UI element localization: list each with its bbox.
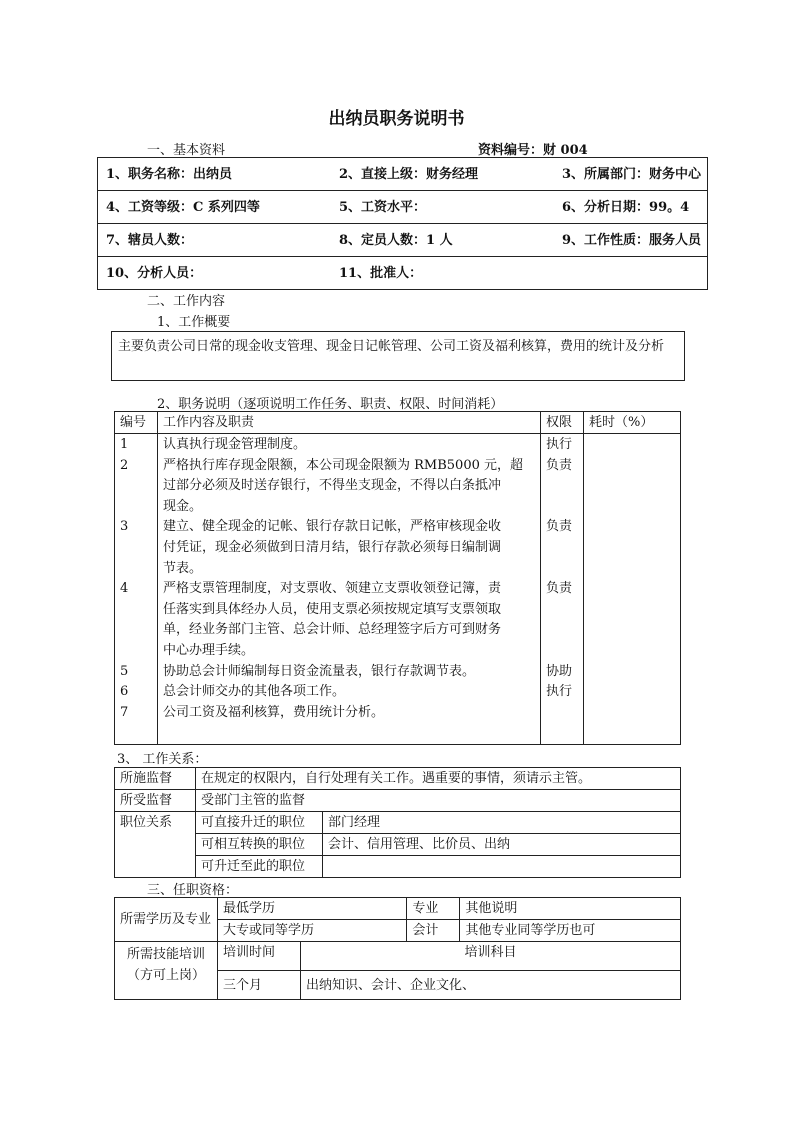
basic-cell: 4、工资等级：C 系列四等 <box>106 199 260 215</box>
basic-cell: 7、辖员人数： <box>106 232 194 248</box>
relations-heading: 3、 工作关系： <box>117 752 208 767</box>
supervise-text: 在规定的权限内，自行处理有关工作。遇重要的事情，须请示主管。 <box>196 768 681 790</box>
duty-num: 1 <box>120 437 129 452</box>
min-edu-value: 大专或同等学历 <box>218 920 407 942</box>
promote-value: 部门经理 <box>323 812 681 834</box>
other-label: 其他说明 <box>460 898 681 920</box>
supervise-label: 所施监督 <box>115 768 196 790</box>
duties-heading: 2、职务说明（逐项说明工作任务、职责、权限、时间消耗） <box>157 397 504 412</box>
rotate-label: 可相互转换的职位 <box>196 834 323 856</box>
duty-line: 公司工资及福利核算，费用统计分析。 <box>163 704 385 720</box>
other-value: 其他专业同等学历也可 <box>460 920 681 942</box>
duty-num: 5 <box>120 663 129 679</box>
duty-line: 严格支票管理制度，对支票收、领建立支票收领登记簿，责 <box>163 581 502 597</box>
table-row <box>98 257 708 290</box>
edu-label: 所需学历及专业 <box>115 898 218 942</box>
duty-line: 严格执行库存现金限额，本公司现金限额为 RMB5000 元，超 <box>163 457 524 473</box>
basic-cell: 2、直接上级：财务经理 <box>339 166 479 182</box>
training-label-line-2: （方可上岗） <box>126 968 205 983</box>
header-content: 工作内容及职责 <box>158 412 541 434</box>
duty-num: 6 <box>120 684 129 700</box>
table-row <box>115 790 681 812</box>
duty-auth <box>546 641 578 662</box>
min-edu-label: 最低学历 <box>218 898 407 920</box>
basic-cell: 5、工资水平： <box>339 199 427 215</box>
table-row <box>115 898 681 920</box>
duty-line: 过部分必须及时送存银行，不得坐支现金，不得以白条抵冲 <box>163 478 502 494</box>
table-row <box>115 768 681 790</box>
training-time-label: 培训时间 <box>218 942 301 971</box>
duty-auth: 负责 <box>546 457 573 473</box>
page-title: 出纳员职务说明书 <box>328 109 465 129</box>
duty-numbers <box>115 434 158 745</box>
duty-auth: 执行 <box>546 437 573 452</box>
basic-cell: 1、职务名称：出纳员 <box>106 166 233 182</box>
position-label: 职位关系 <box>115 812 196 878</box>
training-subject-value: 出纳知识、会计、企业文化、 <box>301 971 681 1000</box>
rotate-value: 会计、信用管理、比价员、出纳 <box>323 834 681 856</box>
from-label: 可升迁至此的职位 <box>196 856 323 878</box>
overview-text: 主要负责公司日常的现金收支管理、现金日记帐管理、公司工资及福利核算，费用的统计及分析 <box>111 331 685 381</box>
basic-cell: 6、分析日期：99。4 <box>562 199 690 215</box>
duty-authorities <box>541 434 584 745</box>
from-value <box>323 856 681 878</box>
supervised-label: 所受监督 <box>115 790 196 812</box>
major-value: 会计 <box>407 920 460 942</box>
duty-auth <box>546 497 578 518</box>
table-row <box>115 812 681 834</box>
table-row <box>115 412 681 434</box>
duty-contents <box>158 434 541 745</box>
basic-cell: 3、所属部门：财务中心 <box>562 166 702 182</box>
duty-num: 7 <box>120 704 129 720</box>
training-subject-label: 培训科目 <box>301 942 681 971</box>
basic-info-table <box>97 157 708 290</box>
overview-heading: 1、工作概要 <box>157 315 231 330</box>
duty-time-cell <box>584 434 681 745</box>
duty-line: 建立、健全现金的记帐、银行存款日记帐，严格审核现金收 <box>163 519 502 535</box>
duty-num: 3 <box>120 519 129 535</box>
duty-num <box>120 476 152 497</box>
duty-auth: 负责 <box>546 519 573 535</box>
duty-num <box>120 600 152 621</box>
training-label <box>115 942 218 1000</box>
relations-table <box>114 767 681 878</box>
basic-cell: 10、分析人员： <box>106 265 203 281</box>
section1-heading: 一、基本资料 <box>147 143 226 158</box>
duty-num: 2 <box>120 457 129 473</box>
duty-num <box>120 620 152 641</box>
basic-cell: 8、定员人数：1 人 <box>339 232 453 248</box>
table-row <box>98 224 708 257</box>
duty-line: 任落实到具体经办人员，使用支票必须按规定填写支票领取 <box>163 601 502 617</box>
duty-line: 中心办理手续。 <box>163 642 255 658</box>
table-row <box>98 158 708 191</box>
table-row <box>98 191 708 224</box>
qualification-heading: 三、任职资格： <box>147 883 239 898</box>
major-label: 专业 <box>407 898 460 920</box>
supervised-text: 受部门主管的监督 <box>196 790 681 812</box>
duty-line: 协助总会计师编制每日资金流量表，银行存款调节表。 <box>163 663 476 679</box>
duty-auth: 负责 <box>546 581 573 597</box>
duty-line: 付凭证，现金必须做到日清月结，银行存款必须每日编制调 <box>163 539 502 555</box>
basic-cell: 11、批准人： <box>339 265 423 281</box>
promote-label: 可直接升迁的职位 <box>196 812 323 834</box>
duty-auth <box>546 620 578 641</box>
table-row <box>115 434 681 745</box>
header-num: 编号 <box>115 412 158 434</box>
basic-cell: 9、工作性质：服务人员 <box>562 232 702 248</box>
header-authority: 权限 <box>541 412 584 434</box>
doc-number: 资料编号：财 004 <box>478 143 588 158</box>
duty-num: 4 <box>120 581 129 597</box>
training-time-value: 三个月 <box>218 971 301 1000</box>
table-row <box>115 834 681 856</box>
duty-auth <box>546 538 578 559</box>
duty-auth <box>546 559 578 580</box>
duty-auth <box>546 476 578 497</box>
duty-line: 认真执行现金管理制度。 <box>163 437 307 452</box>
duty-num <box>120 641 152 662</box>
duty-auth <box>546 600 578 621</box>
basic-cell <box>554 257 708 290</box>
duty-num <box>120 538 152 559</box>
duty-auth: 执行 <box>546 684 573 700</box>
training-label-line-1: 所需技能培训 <box>126 947 205 962</box>
duty-line: 单，经业务部门主管、总会计师、总经理签字后方可到财务 <box>163 622 502 638</box>
duty-line: 节表。 <box>163 560 203 576</box>
header-time: 耗时（%） <box>584 412 681 434</box>
duty-num <box>120 497 152 518</box>
duty-line: 现金。 <box>163 498 203 514</box>
duties-table <box>114 411 681 745</box>
section2-heading: 二、工作内容 <box>147 294 226 309</box>
table-row <box>115 942 681 971</box>
duty-line: 总会计师交办的其他各项工作。 <box>163 684 346 700</box>
qualification-table <box>114 897 681 1000</box>
duty-num <box>120 559 152 580</box>
table-row <box>115 856 681 878</box>
duty-auth: 协助 <box>546 663 573 679</box>
